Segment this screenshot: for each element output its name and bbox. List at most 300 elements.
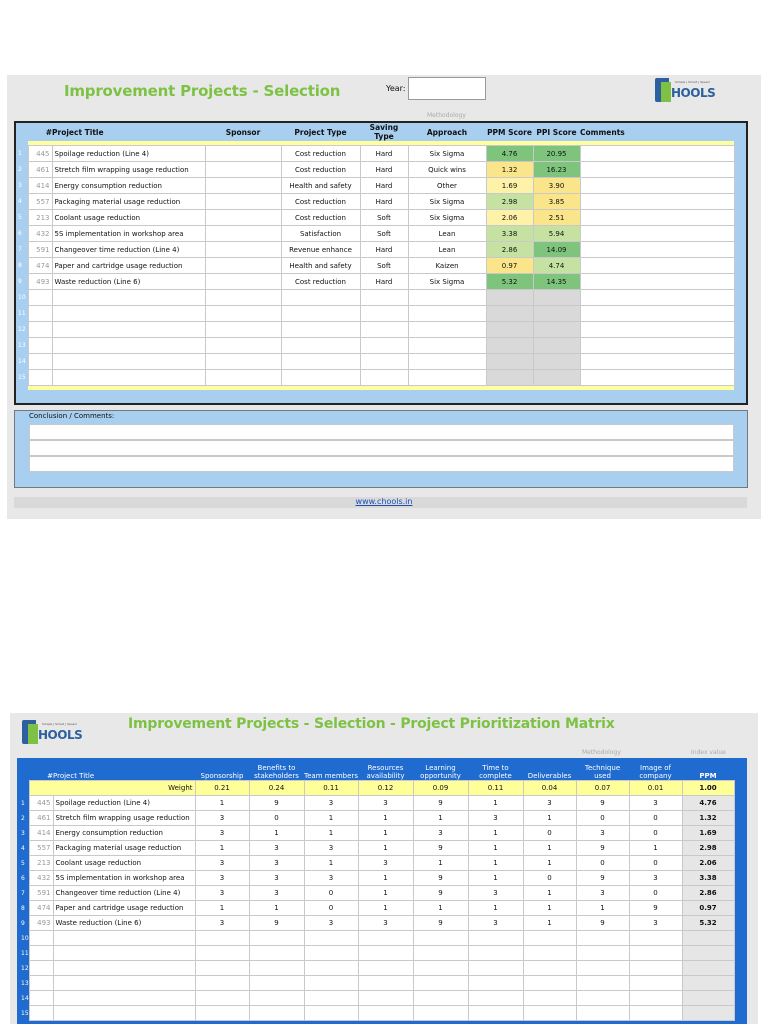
score-cell[interactable]: 3 xyxy=(249,856,304,871)
saving-type-cell[interactable]: Hard xyxy=(360,274,408,290)
empty-cell[interactable] xyxy=(205,354,281,370)
comments-cell[interactable] xyxy=(580,226,734,242)
weight-cell[interactable]: 0.11 xyxy=(304,781,358,796)
sponsor-cell[interactable] xyxy=(205,146,281,162)
empty-cell[interactable] xyxy=(408,354,486,370)
empty-cell[interactable] xyxy=(533,290,580,306)
score-cell[interactable]: 1 xyxy=(358,886,413,901)
empty-cell[interactable] xyxy=(408,290,486,306)
empty-cell[interactable] xyxy=(682,961,734,976)
empty-cell[interactable] xyxy=(408,306,486,322)
score-cell[interactable]: 1 xyxy=(358,871,413,886)
score-cell[interactable]: 1 xyxy=(413,901,468,916)
empty-cell[interactable] xyxy=(576,931,629,946)
empty-cell[interactable] xyxy=(576,946,629,961)
website-link[interactable]: www.chools.in xyxy=(355,497,413,506)
comments-cell[interactable] xyxy=(580,242,734,258)
empty-cell[interactable] xyxy=(304,1006,358,1021)
score-cell[interactable]: 1 xyxy=(358,901,413,916)
empty-cell[interactable] xyxy=(29,1006,53,1021)
empty-cell[interactable] xyxy=(304,976,358,991)
score-cell[interactable]: 1 xyxy=(468,871,523,886)
saving-type-cell[interactable]: Hard xyxy=(360,162,408,178)
empty-cell[interactable] xyxy=(629,931,682,946)
project-id-cell[interactable]: 557 xyxy=(28,194,52,210)
empty-cell[interactable] xyxy=(195,976,249,991)
conclusion-line[interactable] xyxy=(29,440,734,456)
empty-cell[interactable] xyxy=(304,946,358,961)
saving-type-cell[interactable]: Hard xyxy=(360,242,408,258)
empty-cell[interactable] xyxy=(358,991,413,1006)
empty-cell[interactable] xyxy=(205,290,281,306)
empty-cell[interactable] xyxy=(304,991,358,1006)
empty-cell[interactable] xyxy=(533,338,580,354)
sponsor-cell[interactable] xyxy=(205,226,281,242)
empty-cell[interactable] xyxy=(195,931,249,946)
score-cell[interactable]: 1 xyxy=(523,886,576,901)
project-type-cell[interactable]: Cost reduction xyxy=(281,210,360,226)
score-cell[interactable]: 1 xyxy=(629,841,682,856)
ppm-cell: 0.97 xyxy=(682,901,734,916)
empty-cell[interactable] xyxy=(682,1006,734,1021)
sponsor-cell[interactable] xyxy=(205,258,281,274)
empty-cell[interactable] xyxy=(468,1006,523,1021)
score-cell[interactable]: 9 xyxy=(576,871,629,886)
project-title-cell: Waste reduction (Line 6) xyxy=(53,916,195,931)
year-input[interactable] xyxy=(408,77,486,100)
empty-cell[interactable] xyxy=(28,370,52,386)
empty-cell[interactable] xyxy=(358,961,413,976)
empty-cell[interactable] xyxy=(281,322,360,338)
saving-type-cell[interactable]: Soft xyxy=(360,258,408,274)
score-cell[interactable]: 0 xyxy=(629,826,682,841)
project-title-cell[interactable]: Paper and cartridge usage reduction xyxy=(52,258,205,274)
project-type-cell[interactable]: Cost reduction xyxy=(281,194,360,210)
project-title-cell[interactable]: Stretch film wrapping usage reduction xyxy=(52,162,205,178)
empty-cell[interactable] xyxy=(249,946,304,961)
empty-cell[interactable] xyxy=(195,961,249,976)
empty-cell[interactable] xyxy=(195,1006,249,1021)
score-cell[interactable]: 3 xyxy=(468,811,523,826)
empty-cell[interactable] xyxy=(52,290,205,306)
empty-cell[interactable] xyxy=(360,370,408,386)
weight-cell[interactable]: 1.00 xyxy=(682,781,734,796)
empty-cell[interactable] xyxy=(249,931,304,946)
score-cell[interactable]: 1 xyxy=(413,856,468,871)
sponsor-cell[interactable] xyxy=(205,178,281,194)
empty-cell[interactable] xyxy=(576,961,629,976)
score-cell[interactable]: 1 xyxy=(249,901,304,916)
score-cell[interactable]: 0 xyxy=(304,886,358,901)
score-cell[interactable]: 1 xyxy=(304,811,358,826)
comments-cell[interactable] xyxy=(580,146,734,162)
score-cell[interactable]: 3 xyxy=(249,841,304,856)
empty-cell[interactable] xyxy=(52,354,205,370)
empty-cell[interactable] xyxy=(533,354,580,370)
score-cell[interactable]: 0 xyxy=(576,811,629,826)
empty-cell[interactable] xyxy=(28,338,52,354)
score-cell[interactable]: 3 xyxy=(629,796,682,811)
empty-cell[interactable] xyxy=(533,322,580,338)
empty-cell[interactable] xyxy=(28,306,52,322)
empty-cell[interactable] xyxy=(53,946,195,961)
empty-cell[interactable] xyxy=(281,354,360,370)
ppm-score-cell: 5.32 xyxy=(486,274,533,290)
empty-cell[interactable] xyxy=(523,931,576,946)
empty-cell[interactable] xyxy=(360,306,408,322)
score-cell[interactable]: 3 xyxy=(304,916,358,931)
empty-cell[interactable] xyxy=(205,306,281,322)
empty-cell[interactable] xyxy=(413,946,468,961)
empty-cell[interactable] xyxy=(53,961,195,976)
empty-cell[interactable] xyxy=(52,370,205,386)
empty-cell[interactable] xyxy=(580,338,734,354)
score-cell[interactable]: 3 xyxy=(304,871,358,886)
approach-cell[interactable]: Lean xyxy=(408,226,486,242)
score-cell[interactable]: 3 xyxy=(576,886,629,901)
empty-cell[interactable] xyxy=(576,1006,629,1021)
empty-cell[interactable] xyxy=(29,976,53,991)
empty-cell[interactable] xyxy=(413,931,468,946)
empty-cell[interactable] xyxy=(360,354,408,370)
empty-cell[interactable] xyxy=(523,991,576,1006)
empty-cell[interactable] xyxy=(468,976,523,991)
score-cell[interactable]: 9 xyxy=(413,871,468,886)
project-type-cell[interactable]: Revenue enhance xyxy=(281,242,360,258)
score-cell[interactable]: 3 xyxy=(195,916,249,931)
score-cell[interactable]: 0 xyxy=(523,871,576,886)
score-cell[interactable]: 3 xyxy=(304,841,358,856)
empty-cell[interactable] xyxy=(52,306,205,322)
score-cell[interactable]: 1 xyxy=(523,811,576,826)
sponsor-cell[interactable] xyxy=(205,194,281,210)
approach-cell[interactable]: Six Sigma xyxy=(408,210,486,226)
saving-type-cell[interactable]: Soft xyxy=(360,210,408,226)
empty-cell[interactable] xyxy=(408,338,486,354)
saving-type-cell[interactable]: Hard xyxy=(360,194,408,210)
project-title-cell[interactable]: Spoilage reduction (Line 4) xyxy=(52,146,205,162)
ppm-score-cell: 2.98 xyxy=(486,194,533,210)
project-title-cell[interactable]: Energy consumption reduction xyxy=(52,178,205,194)
empty-cell[interactable] xyxy=(408,370,486,386)
empty-cell[interactable] xyxy=(281,370,360,386)
project-title-cell[interactable]: Changeover time reduction (Line 4) xyxy=(52,242,205,258)
score-cell[interactable]: 3 xyxy=(249,871,304,886)
empty-cell[interactable] xyxy=(629,976,682,991)
row-number: 5 xyxy=(16,210,28,226)
score-cell[interactable]: 9 xyxy=(413,916,468,931)
score-cell[interactable]: 3 xyxy=(195,871,249,886)
weight-cell[interactable]: 0.01 xyxy=(629,781,682,796)
saving-type-cell[interactable]: Hard xyxy=(360,178,408,194)
project-id-cell[interactable]: 461 xyxy=(28,162,52,178)
empty-cell[interactable] xyxy=(413,991,468,1006)
score-cell[interactable]: 1 xyxy=(523,901,576,916)
score-cell[interactable]: 9 xyxy=(413,886,468,901)
score-cell[interactable]: 1 xyxy=(468,796,523,811)
score-cell[interactable]: 3 xyxy=(629,916,682,931)
sponsor-cell[interactable] xyxy=(205,162,281,178)
empty-cell[interactable] xyxy=(360,338,408,354)
comments-cell[interactable] xyxy=(580,274,734,290)
approach-cell[interactable]: Kaizen xyxy=(408,258,486,274)
empty-cell[interactable] xyxy=(358,946,413,961)
approach-cell[interactable]: Six Sigma xyxy=(408,274,486,290)
empty-cell[interactable] xyxy=(682,976,734,991)
score-cell[interactable]: 3 xyxy=(468,916,523,931)
project-id-cell[interactable]: 493 xyxy=(28,274,52,290)
empty-cell[interactable] xyxy=(533,370,580,386)
project-id-cell[interactable]: 213 xyxy=(28,210,52,226)
score-cell[interactable]: 9 xyxy=(249,796,304,811)
empty-cell[interactable] xyxy=(205,338,281,354)
empty-cell[interactable] xyxy=(205,370,281,386)
score-cell[interactable]: 9 xyxy=(576,841,629,856)
project-type-cell[interactable]: Satisfaction xyxy=(281,226,360,242)
empty-cell[interactable] xyxy=(249,976,304,991)
project-title-cell[interactable]: Waste reduction (Line 6) xyxy=(52,274,205,290)
score-cell[interactable]: 1 xyxy=(304,856,358,871)
empty-cell[interactable] xyxy=(281,338,360,354)
empty-cell[interactable] xyxy=(523,976,576,991)
score-cell[interactable]: 1 xyxy=(195,841,249,856)
project-id-cell[interactable]: 432 xyxy=(28,226,52,242)
empty-cell[interactable] xyxy=(281,290,360,306)
weight-cell[interactable]: 0.04 xyxy=(523,781,576,796)
empty-cell[interactable] xyxy=(53,991,195,1006)
empty-cell[interactable] xyxy=(629,1006,682,1021)
empty-cell[interactable] xyxy=(249,1006,304,1021)
sponsor-cell[interactable] xyxy=(205,242,281,258)
approach-cell[interactable]: Quick wins xyxy=(408,162,486,178)
image-header: Image of company xyxy=(639,764,672,780)
score-cell[interactable]: 3 xyxy=(249,886,304,901)
empty-cell[interactable] xyxy=(28,322,52,338)
empty-cell[interactable] xyxy=(281,306,360,322)
empty-cell[interactable] xyxy=(486,370,533,386)
approach-cell[interactable]: Six Sigma xyxy=(408,194,486,210)
project-type-cell[interactable]: Cost reduction xyxy=(281,274,360,290)
empty-cell[interactable] xyxy=(360,322,408,338)
empty-cell[interactable] xyxy=(304,961,358,976)
score-cell[interactable]: 3 xyxy=(195,811,249,826)
empty-cell[interactable] xyxy=(195,946,249,961)
weight-cell[interactable]: 0.12 xyxy=(358,781,413,796)
empty-cell[interactable] xyxy=(249,961,304,976)
project-id-cell[interactable]: 591 xyxy=(28,242,52,258)
empty-cell[interactable] xyxy=(468,961,523,976)
score-cell[interactable]: 1 xyxy=(304,826,358,841)
project-type-cell[interactable]: Health and safety xyxy=(281,178,360,194)
empty-cell[interactable] xyxy=(413,1006,468,1021)
empty-cell[interactable] xyxy=(29,991,53,1006)
score-cell[interactable]: 3 xyxy=(195,826,249,841)
approach-cell[interactable]: Six Sigma xyxy=(408,146,486,162)
empty-cell[interactable] xyxy=(486,338,533,354)
score-cell[interactable]: 1 xyxy=(358,841,413,856)
project-title-cell: Paper and cartridge usage reduction xyxy=(53,901,195,916)
conclusion-line[interactable] xyxy=(29,424,734,440)
score-cell[interactable]: 3 xyxy=(468,886,523,901)
score-cell[interactable]: 3 xyxy=(358,916,413,931)
score-cell[interactable]: 1 xyxy=(523,856,576,871)
score-cell[interactable]: 3 xyxy=(523,796,576,811)
empty-cell[interactable] xyxy=(523,961,576,976)
project-id-cell[interactable]: 474 xyxy=(28,258,52,274)
empty-cell[interactable] xyxy=(523,1006,576,1021)
weight-cell[interactable]: 0.11 xyxy=(468,781,523,796)
approach-cell[interactable]: Other xyxy=(408,178,486,194)
score-cell[interactable]: 9 xyxy=(576,916,629,931)
project-id-cell[interactable]: 414 xyxy=(28,178,52,194)
score-cell[interactable]: 3 xyxy=(304,796,358,811)
empty-cell[interactable] xyxy=(53,1006,195,1021)
weight-cell[interactable]: 0.09 xyxy=(413,781,468,796)
empty-cell[interactable] xyxy=(29,931,53,946)
approach-cell[interactable]: Lean xyxy=(408,242,486,258)
score-cell[interactable]: 1 xyxy=(195,796,249,811)
empty-cell[interactable] xyxy=(29,961,53,976)
empty-cell[interactable] xyxy=(682,946,734,961)
empty-cell[interactable] xyxy=(304,931,358,946)
empty-cell[interactable] xyxy=(580,354,734,370)
empty-cell[interactable] xyxy=(486,290,533,306)
empty-cell[interactable] xyxy=(533,306,580,322)
empty-cell[interactable] xyxy=(52,322,205,338)
empty-cell[interactable] xyxy=(580,370,734,386)
empty-cell[interactable] xyxy=(195,991,249,1006)
index-value-label: Index value xyxy=(691,749,726,756)
empty-cell[interactable] xyxy=(486,306,533,322)
empty-cell[interactable] xyxy=(576,991,629,1006)
score-cell[interactable]: 1 xyxy=(576,901,629,916)
score-cell[interactable]: 1 xyxy=(358,811,413,826)
score-cell[interactable]: 1 xyxy=(195,901,249,916)
comments-cell[interactable] xyxy=(580,194,734,210)
empty-cell[interactable] xyxy=(28,354,52,370)
weight-cell[interactable]: 0.21 xyxy=(195,781,249,796)
score-cell[interactable]: 1 xyxy=(523,916,576,931)
sponsor-cell[interactable] xyxy=(205,210,281,226)
score-cell[interactable]: 3 xyxy=(629,871,682,886)
empty-cell[interactable] xyxy=(629,961,682,976)
empty-cell[interactable] xyxy=(468,931,523,946)
weight-cell[interactable]: 0.24 xyxy=(249,781,304,796)
empty-cell[interactable] xyxy=(249,991,304,1006)
empty-cell[interactable] xyxy=(580,290,734,306)
empty-cell[interactable] xyxy=(53,931,195,946)
score-cell[interactable]: 1 xyxy=(413,811,468,826)
score-cell[interactable]: 9 xyxy=(576,796,629,811)
empty-cell[interactable] xyxy=(629,946,682,961)
score-cell[interactable]: 3 xyxy=(195,886,249,901)
empty-cell[interactable] xyxy=(205,322,281,338)
score-cell[interactable]: 3 xyxy=(413,826,468,841)
empty-cell[interactable] xyxy=(53,976,195,991)
sponsor-cell[interactable] xyxy=(205,274,281,290)
project-title-cell[interactable]: 5S implementation in workshop area xyxy=(52,226,205,242)
project-id-cell[interactable]: 445 xyxy=(28,146,52,162)
score-cell[interactable]: 3 xyxy=(358,796,413,811)
saving-type-cell[interactable]: Hard xyxy=(360,146,408,162)
weight-label: Weight xyxy=(29,781,195,796)
empty-cell[interactable] xyxy=(580,322,734,338)
score-cell[interactable]: 1 xyxy=(468,826,523,841)
ppm-cell: 2.86 xyxy=(682,886,734,901)
project-title-cell[interactable]: Coolant usage reduction xyxy=(52,210,205,226)
comments-cell[interactable] xyxy=(580,178,734,194)
ppm-cell: 1.69 xyxy=(682,826,734,841)
empty-cell[interactable] xyxy=(52,338,205,354)
score-cell[interactable]: 0 xyxy=(523,826,576,841)
empty-cell[interactable] xyxy=(468,991,523,1006)
empty-cell[interactable] xyxy=(358,931,413,946)
empty-cell[interactable] xyxy=(523,946,576,961)
score-cell[interactable]: 9 xyxy=(413,841,468,856)
score-cell[interactable]: 0 xyxy=(249,811,304,826)
empty-cell[interactable] xyxy=(408,322,486,338)
empty-cell[interactable] xyxy=(413,961,468,976)
empty-cell[interactable] xyxy=(29,946,53,961)
score-cell[interactable]: 1 xyxy=(468,901,523,916)
comments-cell[interactable] xyxy=(580,210,734,226)
row-number: 5 xyxy=(19,856,29,871)
empty-cell[interactable] xyxy=(682,931,734,946)
table-row xyxy=(19,961,734,976)
score-cell[interactable]: 1 xyxy=(468,841,523,856)
score-cell[interactable]: 0 xyxy=(629,811,682,826)
conclusion-line[interactable] xyxy=(29,456,734,472)
project-type-cell[interactable]: Cost reduction xyxy=(281,146,360,162)
saving-type-cell[interactable]: Soft xyxy=(360,226,408,242)
score-cell[interactable]: 9 xyxy=(249,916,304,931)
empty-cell[interactable] xyxy=(358,976,413,991)
comments-cell[interactable] xyxy=(580,258,734,274)
project-type-cell[interactable]: Cost reduction xyxy=(281,162,360,178)
score-cell[interactable]: 1 xyxy=(523,841,576,856)
score-cell[interactable]: 0 xyxy=(629,856,682,871)
project-type-cell[interactable]: Health and safety xyxy=(281,258,360,274)
empty-cell[interactable] xyxy=(360,290,408,306)
empty-cell[interactable] xyxy=(358,1006,413,1021)
comments-cell[interactable] xyxy=(580,162,734,178)
weight-cell[interactable]: 0.07 xyxy=(576,781,629,796)
score-cell[interactable]: 0 xyxy=(576,856,629,871)
score-cell[interactable]: 0 xyxy=(629,886,682,901)
score-cell[interactable]: 9 xyxy=(413,796,468,811)
score-cell[interactable]: 0 xyxy=(304,901,358,916)
score-cell[interactable]: 3 xyxy=(195,856,249,871)
score-cell[interactable]: 1 xyxy=(468,856,523,871)
score-cell[interactable]: 9 xyxy=(629,901,682,916)
score-cell[interactable]: 3 xyxy=(576,826,629,841)
empty-cell[interactable] xyxy=(576,976,629,991)
row-number: 9 xyxy=(16,274,28,290)
empty-cell[interactable] xyxy=(629,991,682,1006)
score-cell[interactable]: 1 xyxy=(249,826,304,841)
empty-cell[interactable] xyxy=(413,976,468,991)
empty-cell[interactable] xyxy=(580,306,734,322)
project-title-cell[interactable]: Packaging material usage reduction xyxy=(52,194,205,210)
score-cell[interactable]: 1 xyxy=(358,826,413,841)
empty-cell[interactable] xyxy=(28,290,52,306)
empty-cell[interactable] xyxy=(468,946,523,961)
empty-cell[interactable] xyxy=(682,991,734,1006)
score-cell[interactable]: 3 xyxy=(358,856,413,871)
table-row xyxy=(19,931,734,946)
empty-cell[interactable] xyxy=(486,354,533,370)
empty-cell[interactable] xyxy=(486,322,533,338)
